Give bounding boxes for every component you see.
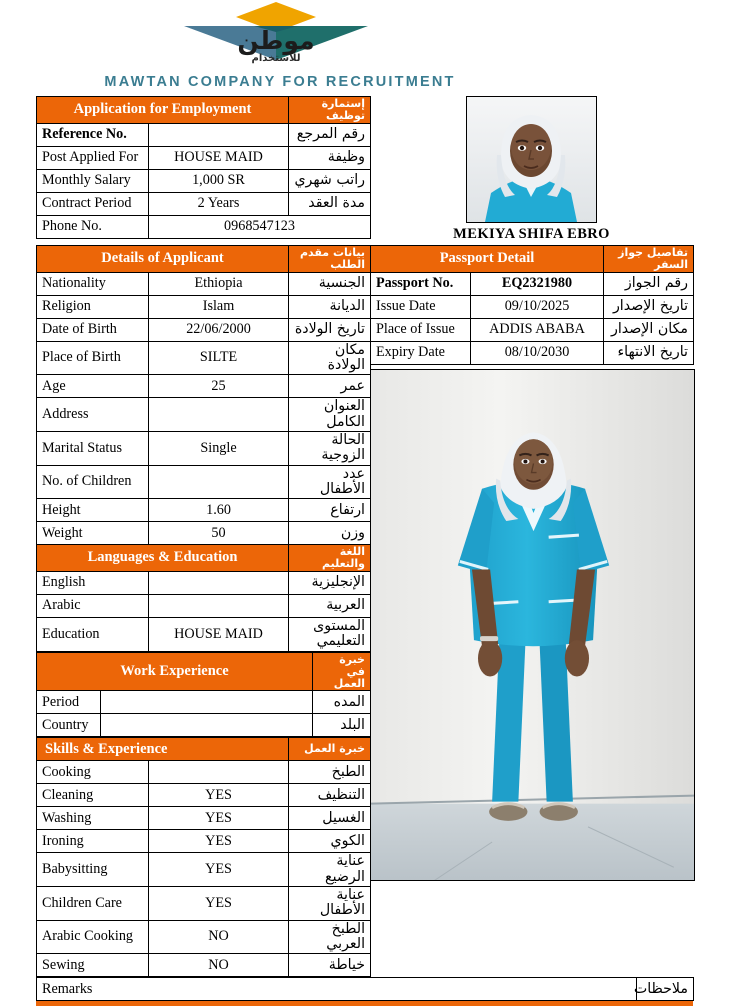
- main-section: [36, 245, 693, 977]
- skills-and-experience-table: [36, 737, 371, 977]
- passport-column: [370, 245, 693, 881]
- row-arabic-height: ارتفاع: [289, 499, 371, 522]
- row-value-age[interactable]: 25: [149, 375, 289, 398]
- row-label-arabic-cooking: Arabic Cooking: [37, 920, 149, 954]
- row-arabic-education: المستوى التعليمي: [289, 618, 371, 652]
- application-band-ar: إستمارة توظيف: [289, 97, 371, 124]
- row-arabic-cleaning: التنظيف: [289, 784, 371, 807]
- row-label-children-care: Children Care: [37, 887, 149, 921]
- table-row: [37, 954, 371, 977]
- row-arabic-country: البلد: [313, 714, 371, 737]
- row-arabic-ironing: الكوي: [289, 830, 371, 853]
- row-value-english[interactable]: [149, 572, 289, 595]
- row-value-ironing[interactable]: YES: [149, 830, 289, 853]
- row-arabic-issue-date: تاريخ الإصدار: [604, 295, 694, 318]
- table-row: [37, 853, 371, 887]
- row-label-nationality: Nationality: [37, 272, 149, 295]
- row-value-marital-status[interactable]: Single: [149, 432, 289, 466]
- row-arabic-arabic: العربية: [289, 595, 371, 618]
- table-row: [37, 691, 371, 714]
- row-arabic-cooking: الطبخ: [289, 761, 371, 784]
- bottom-accent-bar: [36, 1001, 693, 1006]
- details-band-ar: بيانات مقدم الطلب: [289, 246, 371, 273]
- row-label-marital-status: Marital Status: [37, 432, 149, 466]
- skills-band-en: Skills & Experience: [37, 738, 289, 761]
- table-row: [37, 807, 371, 830]
- row-label-religion: Religion: [37, 295, 149, 318]
- row-arabic-monthly-salary: راتب شهري: [289, 169, 371, 192]
- row-value-religion[interactable]: Islam: [149, 295, 289, 318]
- row-label-country: Country: [37, 714, 101, 737]
- details-column: [36, 245, 370, 977]
- row-arabic-nationality: الجنسية: [289, 272, 371, 295]
- row-label-washing: Washing: [37, 807, 149, 830]
- row-value-arabic-cooking[interactable]: NO: [149, 920, 289, 954]
- table-row: [37, 341, 371, 375]
- passport-band-en: Passport Detail: [371, 246, 604, 273]
- table-row: [37, 215, 371, 238]
- details-band-en: Details of Applicant: [37, 246, 289, 273]
- table-row: [371, 272, 694, 295]
- table-row: [37, 784, 371, 807]
- row-value-cleaning[interactable]: YES: [149, 784, 289, 807]
- table-row: [37, 572, 371, 595]
- row-label-remarks: Remarks: [37, 978, 637, 1001]
- row-value-weight[interactable]: 50: [149, 522, 289, 545]
- row-value-place-of-issue[interactable]: ADDIS ABABA: [471, 318, 604, 341]
- row-arabic-sewing: خياطة: [289, 954, 371, 977]
- row-value-babysitting[interactable]: YES: [149, 853, 289, 887]
- row-label-sewing: Sewing: [37, 954, 149, 977]
- row-arabic-expiry-date: تاريخ الانتهاء: [604, 341, 694, 364]
- row-arabic-place-of-birth: مكان الولادة: [289, 341, 371, 375]
- row-label-contract-period: Contract Period: [37, 192, 149, 215]
- row-arabic-remarks[interactable]: ملاحظات: [637, 978, 694, 1001]
- row-arabic-contract-period: مدة العقد: [289, 192, 371, 215]
- table-row: [37, 499, 371, 522]
- row-value-no-of-children[interactable]: [149, 465, 289, 499]
- row-label-education: Education: [37, 618, 149, 652]
- row-value-children-care[interactable]: YES: [149, 887, 289, 921]
- languages-band: [37, 545, 371, 572]
- work-experience-band-ar: خبرة في العمل: [313, 652, 371, 691]
- row-arabic-period: المده: [313, 691, 371, 714]
- page-header: [0, 0, 729, 96]
- row-label-ironing: Ironing: [37, 830, 149, 853]
- table-row: [37, 887, 371, 921]
- application-band: [37, 97, 371, 124]
- applicant-portrait-photo: [466, 96, 597, 223]
- row-label-age: Age: [37, 375, 149, 398]
- row-value-washing[interactable]: YES: [149, 807, 289, 830]
- work-experience-band: [37, 652, 371, 691]
- row-arabic-english: الإنجليزية: [289, 572, 371, 595]
- row-value-phone-no[interactable]: 0968547123: [149, 215, 371, 238]
- portrait-column: [370, 96, 693, 245]
- row-value-reference-no[interactable]: [149, 123, 289, 146]
- row-value-education[interactable]: HOUSE MAID: [149, 618, 289, 652]
- table-row: [37, 146, 371, 169]
- table-row: [37, 169, 371, 192]
- application-form: [36, 96, 693, 1006]
- row-label-cleaning: Cleaning: [37, 784, 149, 807]
- row-label-post-applied-for: Post Applied For: [37, 146, 149, 169]
- row-arabic-washing: الغسيل: [289, 807, 371, 830]
- languages-band-en: Languages & Education: [37, 545, 289, 572]
- logo-arabic-sub: للاستخدام: [251, 53, 301, 64]
- details-of-applicant-table: [36, 245, 371, 652]
- row-label-babysitting: Babysitting: [37, 853, 149, 887]
- row-label-reference-no: Reference No.: [37, 123, 149, 146]
- table-row: [371, 318, 694, 341]
- row-value-place-of-birth[interactable]: SILTE: [149, 341, 289, 375]
- row-label-weight: Weight: [37, 522, 149, 545]
- work-experience-table: [36, 652, 371, 738]
- table-row: [37, 761, 371, 784]
- row-value-arabic[interactable]: [149, 595, 289, 618]
- table-row: [37, 318, 371, 341]
- row-label-height: Height: [37, 499, 149, 522]
- table-row: [37, 123, 371, 146]
- row-arabic-reference-no: رقم المرجع: [289, 123, 371, 146]
- row-value-address[interactable]: [149, 398, 289, 432]
- table-row: [37, 978, 694, 1001]
- row-label-address: Address: [37, 398, 149, 432]
- table-row: [37, 920, 371, 954]
- remarks-table: [36, 977, 694, 1001]
- row-value-date-of-birth[interactable]: 22/06/2000: [149, 318, 289, 341]
- row-value-nationality[interactable]: Ethiopia: [149, 272, 289, 295]
- row-label-no-of-children: No. of Children: [37, 465, 149, 499]
- skills-band-ar: خبرة العمل: [289, 738, 371, 761]
- row-value-period[interactable]: [101, 691, 313, 714]
- row-value-monthly-salary[interactable]: 1,000 SR: [149, 169, 289, 192]
- row-value-cooking[interactable]: [149, 761, 289, 784]
- row-label-place-of-issue: Place of Issue: [371, 318, 471, 341]
- application-band-en: Application for Employment: [37, 97, 289, 124]
- passport-detail-table: [370, 245, 694, 365]
- row-label-arabic: Arabic: [37, 595, 149, 618]
- row-arabic-weight: وزن: [289, 522, 371, 545]
- details-band: [37, 246, 371, 273]
- row-label-cooking: Cooking: [37, 761, 149, 784]
- applicant-fullbody-photo: [370, 369, 695, 881]
- table-row: [37, 522, 371, 545]
- row-value-issue-date[interactable]: 09/10/2025: [471, 295, 604, 318]
- row-value-contract-period[interactable]: 2 Years: [149, 192, 289, 215]
- passport-band-ar: تفاصيل جواز السفر: [604, 246, 694, 273]
- table-row: [37, 830, 371, 853]
- row-arabic-place-of-issue: مكان الإصدار: [604, 318, 694, 341]
- row-label-period: Period: [37, 691, 101, 714]
- application-column: [36, 96, 370, 239]
- table-row: [37, 398, 371, 432]
- table-row: [371, 341, 694, 364]
- company-name: MAWTAN COMPANY FOR RECRUITMENT: [104, 74, 456, 90]
- languages-band-ar: اللغة والتعليم: [289, 545, 371, 572]
- row-arabic-children-care: عناية الأطفال: [289, 887, 371, 921]
- row-value-sewing[interactable]: NO: [149, 954, 289, 977]
- row-value-expiry-date[interactable]: 08/10/2030: [471, 341, 604, 364]
- table-row: [37, 272, 371, 295]
- applicant-name: MEKIYA SHIFA EBRO: [453, 226, 610, 242]
- passport-band: [371, 246, 694, 273]
- row-label-passport-no: Passport No.: [371, 272, 471, 295]
- row-label-english: English: [37, 572, 149, 595]
- row-arabic-passport-no: رقم الجواز: [604, 272, 694, 295]
- row-value-passport-no[interactable]: EQ2321980: [471, 272, 604, 295]
- row-arabic-babysitting: عناية الرضيع: [289, 853, 371, 887]
- top-section: [36, 96, 693, 245]
- row-arabic-no-of-children: عدد الأطفال: [289, 465, 371, 499]
- table-row: [37, 465, 371, 499]
- row-arabic-age: عمر: [289, 375, 371, 398]
- row-arabic-marital-status: الحالة الزوجية: [289, 432, 371, 466]
- row-arabic-religion: الديانة: [289, 295, 371, 318]
- application-table: [36, 96, 371, 239]
- row-arabic-post-applied-for: وظيفة: [289, 146, 371, 169]
- table-row: [371, 295, 694, 318]
- row-value-country[interactable]: [101, 714, 313, 737]
- logo-arabic-main: موطن: [237, 26, 315, 55]
- table-row: [37, 432, 371, 466]
- row-label-place-of-birth: Place of Birth: [37, 341, 149, 375]
- row-arabic-arabic-cooking: الطبخ العربي: [289, 920, 371, 954]
- table-row: [37, 618, 371, 652]
- table-row: [37, 595, 371, 618]
- row-arabic-date-of-birth: تاريخ الولادة: [289, 318, 371, 341]
- skills-band: [37, 738, 371, 761]
- row-label-expiry-date: Expiry Date: [371, 341, 471, 364]
- row-value-post-applied-for[interactable]: HOUSE MAID: [149, 146, 289, 169]
- row-label-monthly-salary: Monthly Salary: [37, 169, 149, 192]
- work-experience-band-en: Work Experience: [37, 652, 313, 691]
- table-row: [37, 375, 371, 398]
- logo-wordmark: [176, 28, 376, 64]
- row-label-date-of-birth: Date of Birth: [37, 318, 149, 341]
- row-arabic-address: العنوان الكامل: [289, 398, 371, 432]
- table-row: [37, 192, 371, 215]
- table-row: [37, 295, 371, 318]
- table-row: [37, 714, 371, 737]
- row-label-phone-no: Phone No.: [37, 215, 149, 238]
- row-value-height[interactable]: 1.60: [149, 499, 289, 522]
- row-label-issue-date: Issue Date: [371, 295, 471, 318]
